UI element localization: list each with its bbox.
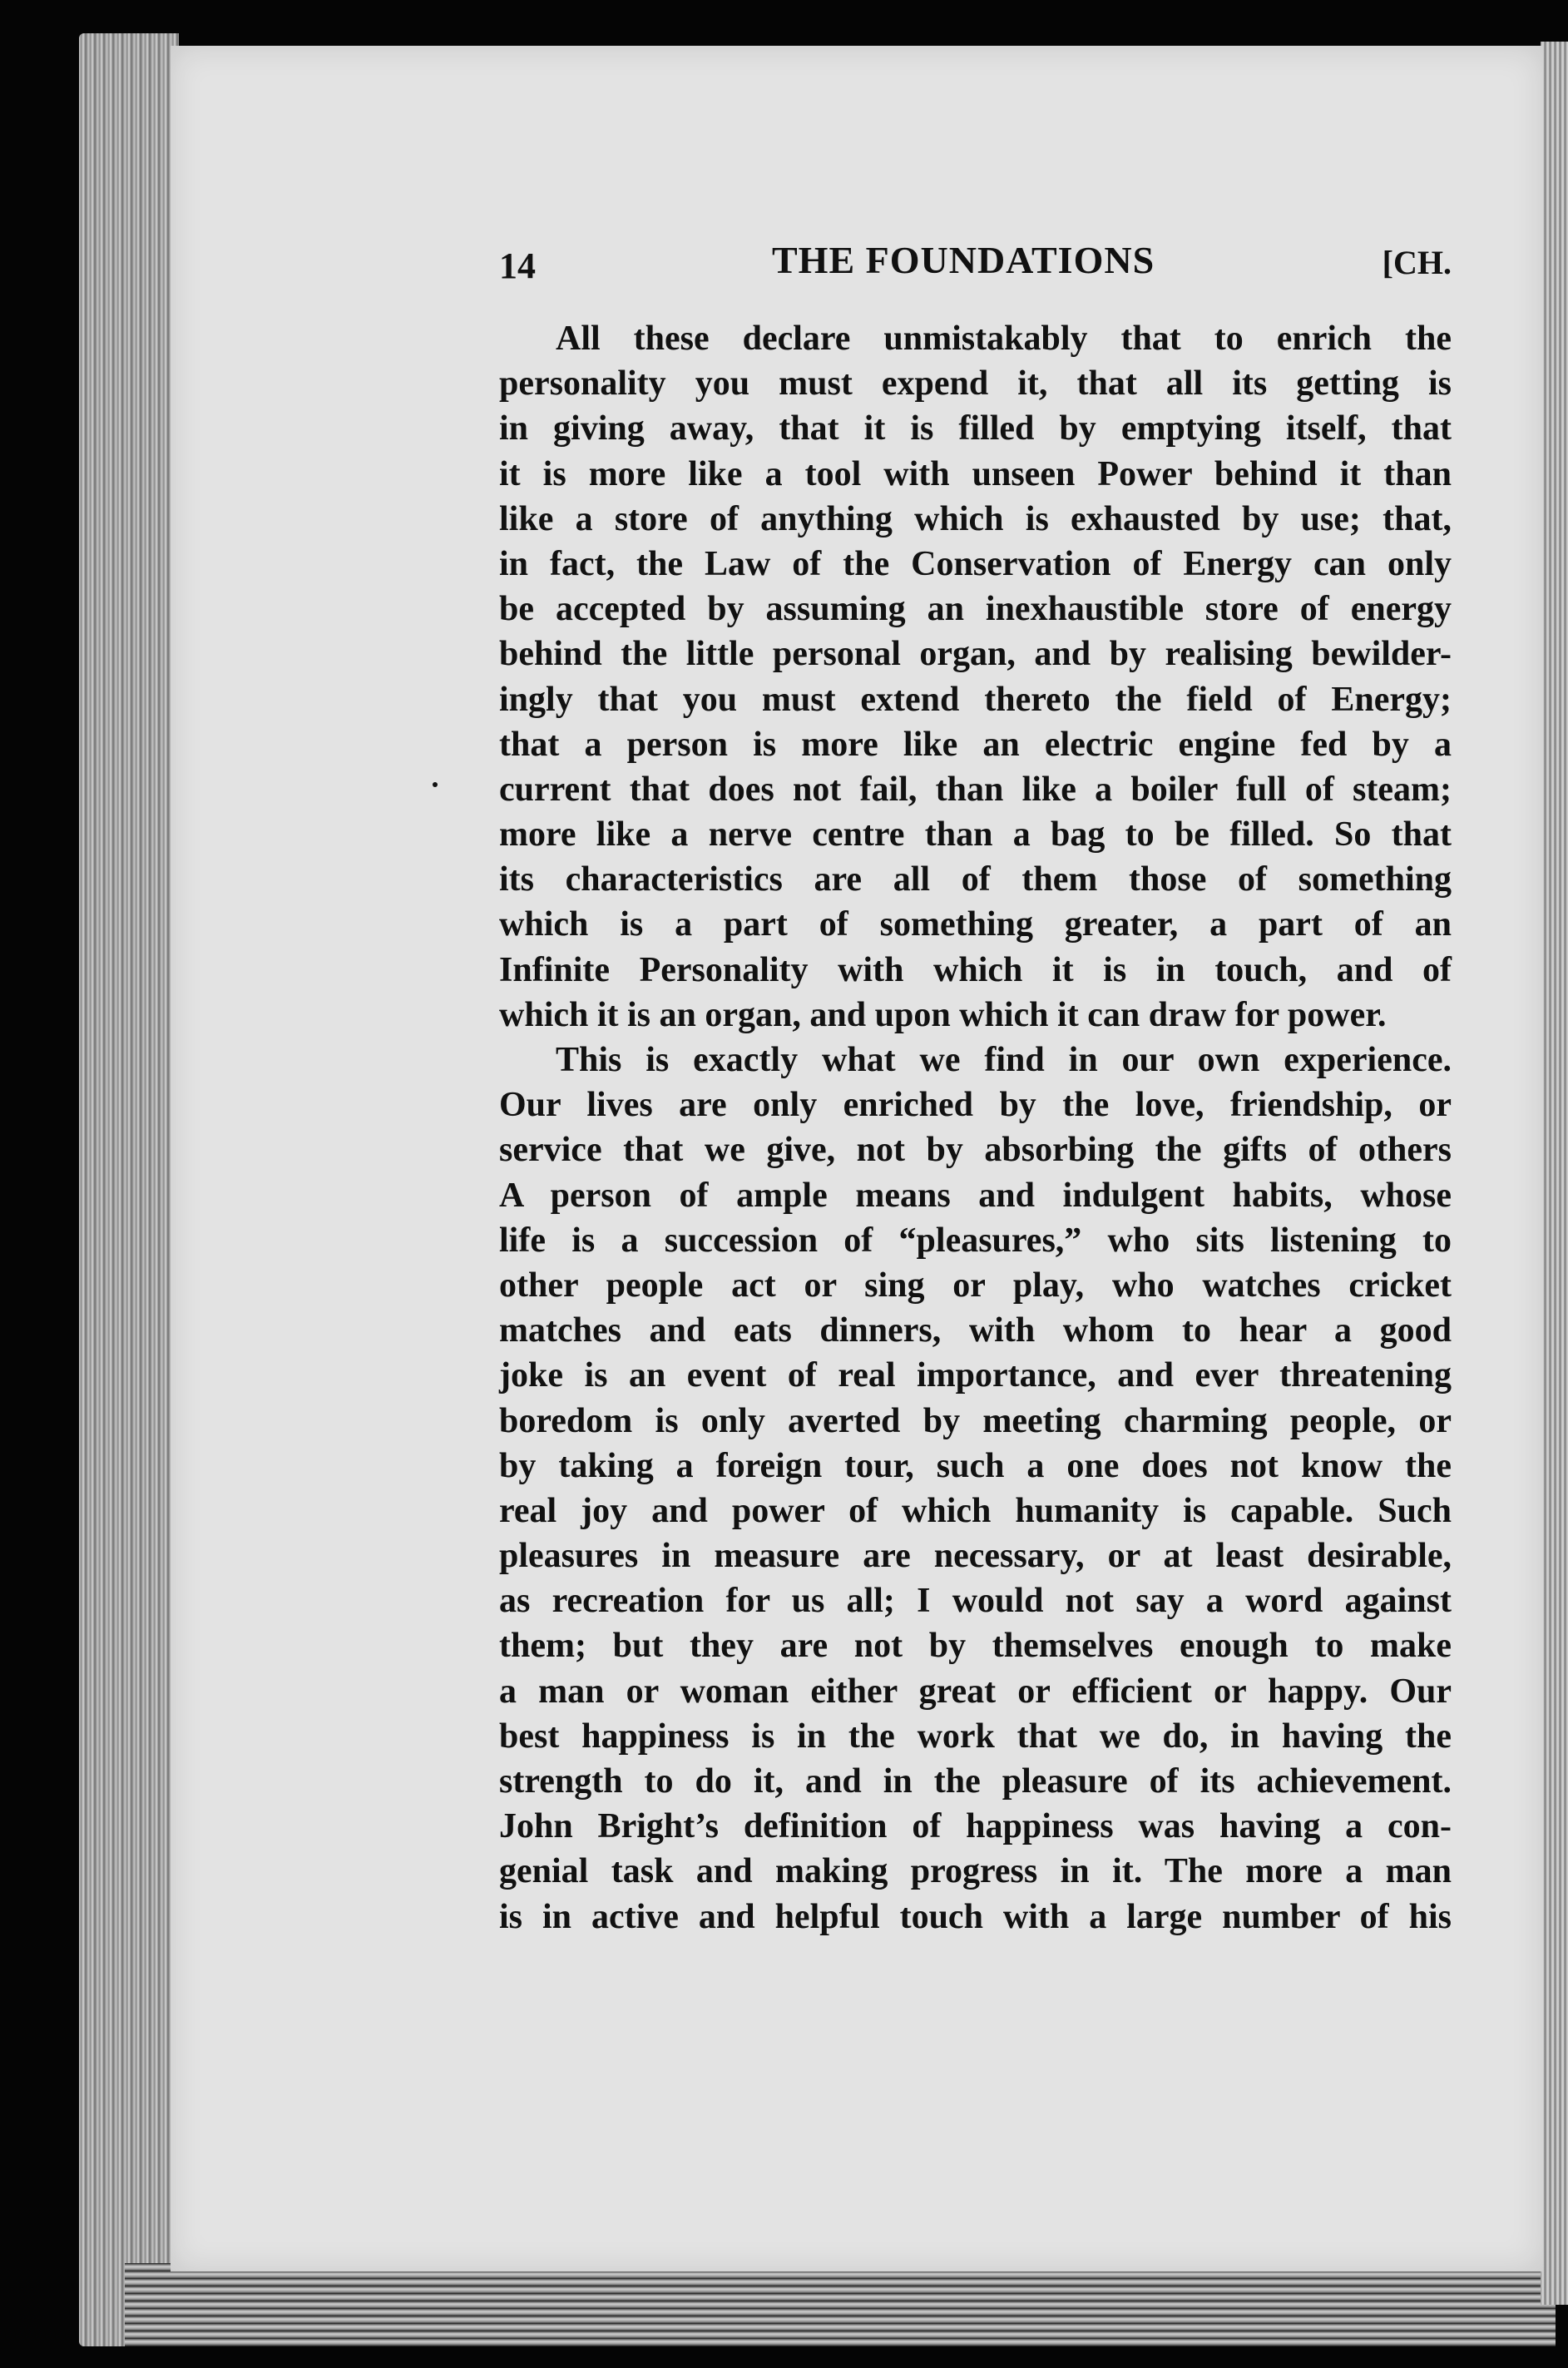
text-line: them; but they are not by themselves enough to make bbox=[499, 1627, 1452, 1666]
running-head: THE FOUNDATIONS bbox=[772, 239, 1155, 281]
chapter-mark: [CH. bbox=[1382, 244, 1452, 281]
text-line: John Bright’s definition of happiness was having a con- bbox=[499, 1807, 1452, 1846]
text-line: This is exactly what we find in our own experience. bbox=[556, 1041, 1452, 1079]
text-line: other people act or sing or play, who watches cricket bbox=[499, 1266, 1452, 1305]
text-line: behind the little personal organ, and by realising bewilder- bbox=[499, 635, 1452, 674]
text-line: current that does not fail, than like a boiler full of steam; bbox=[499, 770, 1452, 809]
text-line: is in active and helpful touch with a large number of his bbox=[499, 1897, 1452, 1936]
text-line: which it is an organ, and upon which it can draw for power. bbox=[499, 995, 1387, 1034]
text-line: strength to do it, and in the pleasure of its achievement. bbox=[499, 1762, 1452, 1801]
paragraph-2 bbox=[499, 1038, 1452, 1939]
page-header bbox=[499, 238, 1452, 296]
text-line: as recreation for us all; I would not say a word against bbox=[499, 1582, 1452, 1621]
text-line: more like a nerve centre than a bag to be filled. So that bbox=[499, 815, 1452, 855]
text-line: matches and eats dinners, with whom to hear a good bbox=[499, 1311, 1452, 1350]
page-number: 14 bbox=[499, 245, 536, 286]
text-line: life is a succession of “pleasures,” who sits listening to bbox=[499, 1221, 1452, 1260]
text-line: its characteristics are all of them those of something bbox=[499, 860, 1452, 899]
text-line: service that we give, not by absorbing the gifts of others bbox=[499, 1131, 1452, 1170]
text-line: by taking a foreign tour, such a one does not know the bbox=[499, 1446, 1452, 1485]
text-line: a man or woman either great or efficient or happy. Our bbox=[499, 1672, 1452, 1711]
text-line: All these declare unmistakably that to enrich the bbox=[556, 320, 1452, 358]
text-line: pleasures in measure are necessary, or at least desirable, bbox=[499, 1537, 1452, 1576]
text-line: genial task and making progress in it. The more a man bbox=[499, 1852, 1452, 1891]
text-line: that a person is more like an electric engine fed by a bbox=[499, 725, 1452, 764]
paragraph-1 bbox=[499, 316, 1452, 1038]
text-line: personality you must expend it, that all its getting is bbox=[499, 364, 1452, 404]
text-line: it is more like a tool with unseen Power behind it than bbox=[499, 454, 1452, 493]
text-line: ingly that you must extend thereto the field of Energy; bbox=[499, 680, 1452, 719]
text-line: A person of ample means and indulgent habits, whose bbox=[499, 1176, 1452, 1215]
scan-speck bbox=[433, 782, 438, 787]
text-line: in fact, the Law of the Conservation of Energy can only bbox=[499, 544, 1452, 583]
text-line: Our lives are only enriched by the love, friendship, or bbox=[499, 1086, 1452, 1125]
page-edges-bottom bbox=[125, 2263, 1556, 2346]
body-text bbox=[499, 316, 1452, 1939]
text-line: which is a part of something greater, a part of an bbox=[499, 905, 1452, 944]
text-line: Infinite Personality with which it is in touch, and of bbox=[499, 950, 1452, 989]
text-line: in giving away, that it is filled by emptying itself, that bbox=[499, 409, 1452, 448]
text-line: joke is an event of real importance, and ever threatening bbox=[499, 1356, 1452, 1395]
page-edges-left bbox=[79, 33, 179, 2346]
page-edges-right bbox=[1541, 42, 1568, 2305]
text-line: be accepted by assuming an inexhaustible store of energy bbox=[499, 590, 1452, 629]
text-line: real joy and power of which humanity is capable. Such bbox=[499, 1491, 1452, 1530]
text-line: like a store of anything which is exhausted by use; that, bbox=[499, 499, 1452, 538]
text-line: best happiness is in the work that we do, in having the bbox=[499, 1717, 1452, 1756]
text-line: boredom is only averted by meeting charming people, or bbox=[499, 1401, 1452, 1440]
